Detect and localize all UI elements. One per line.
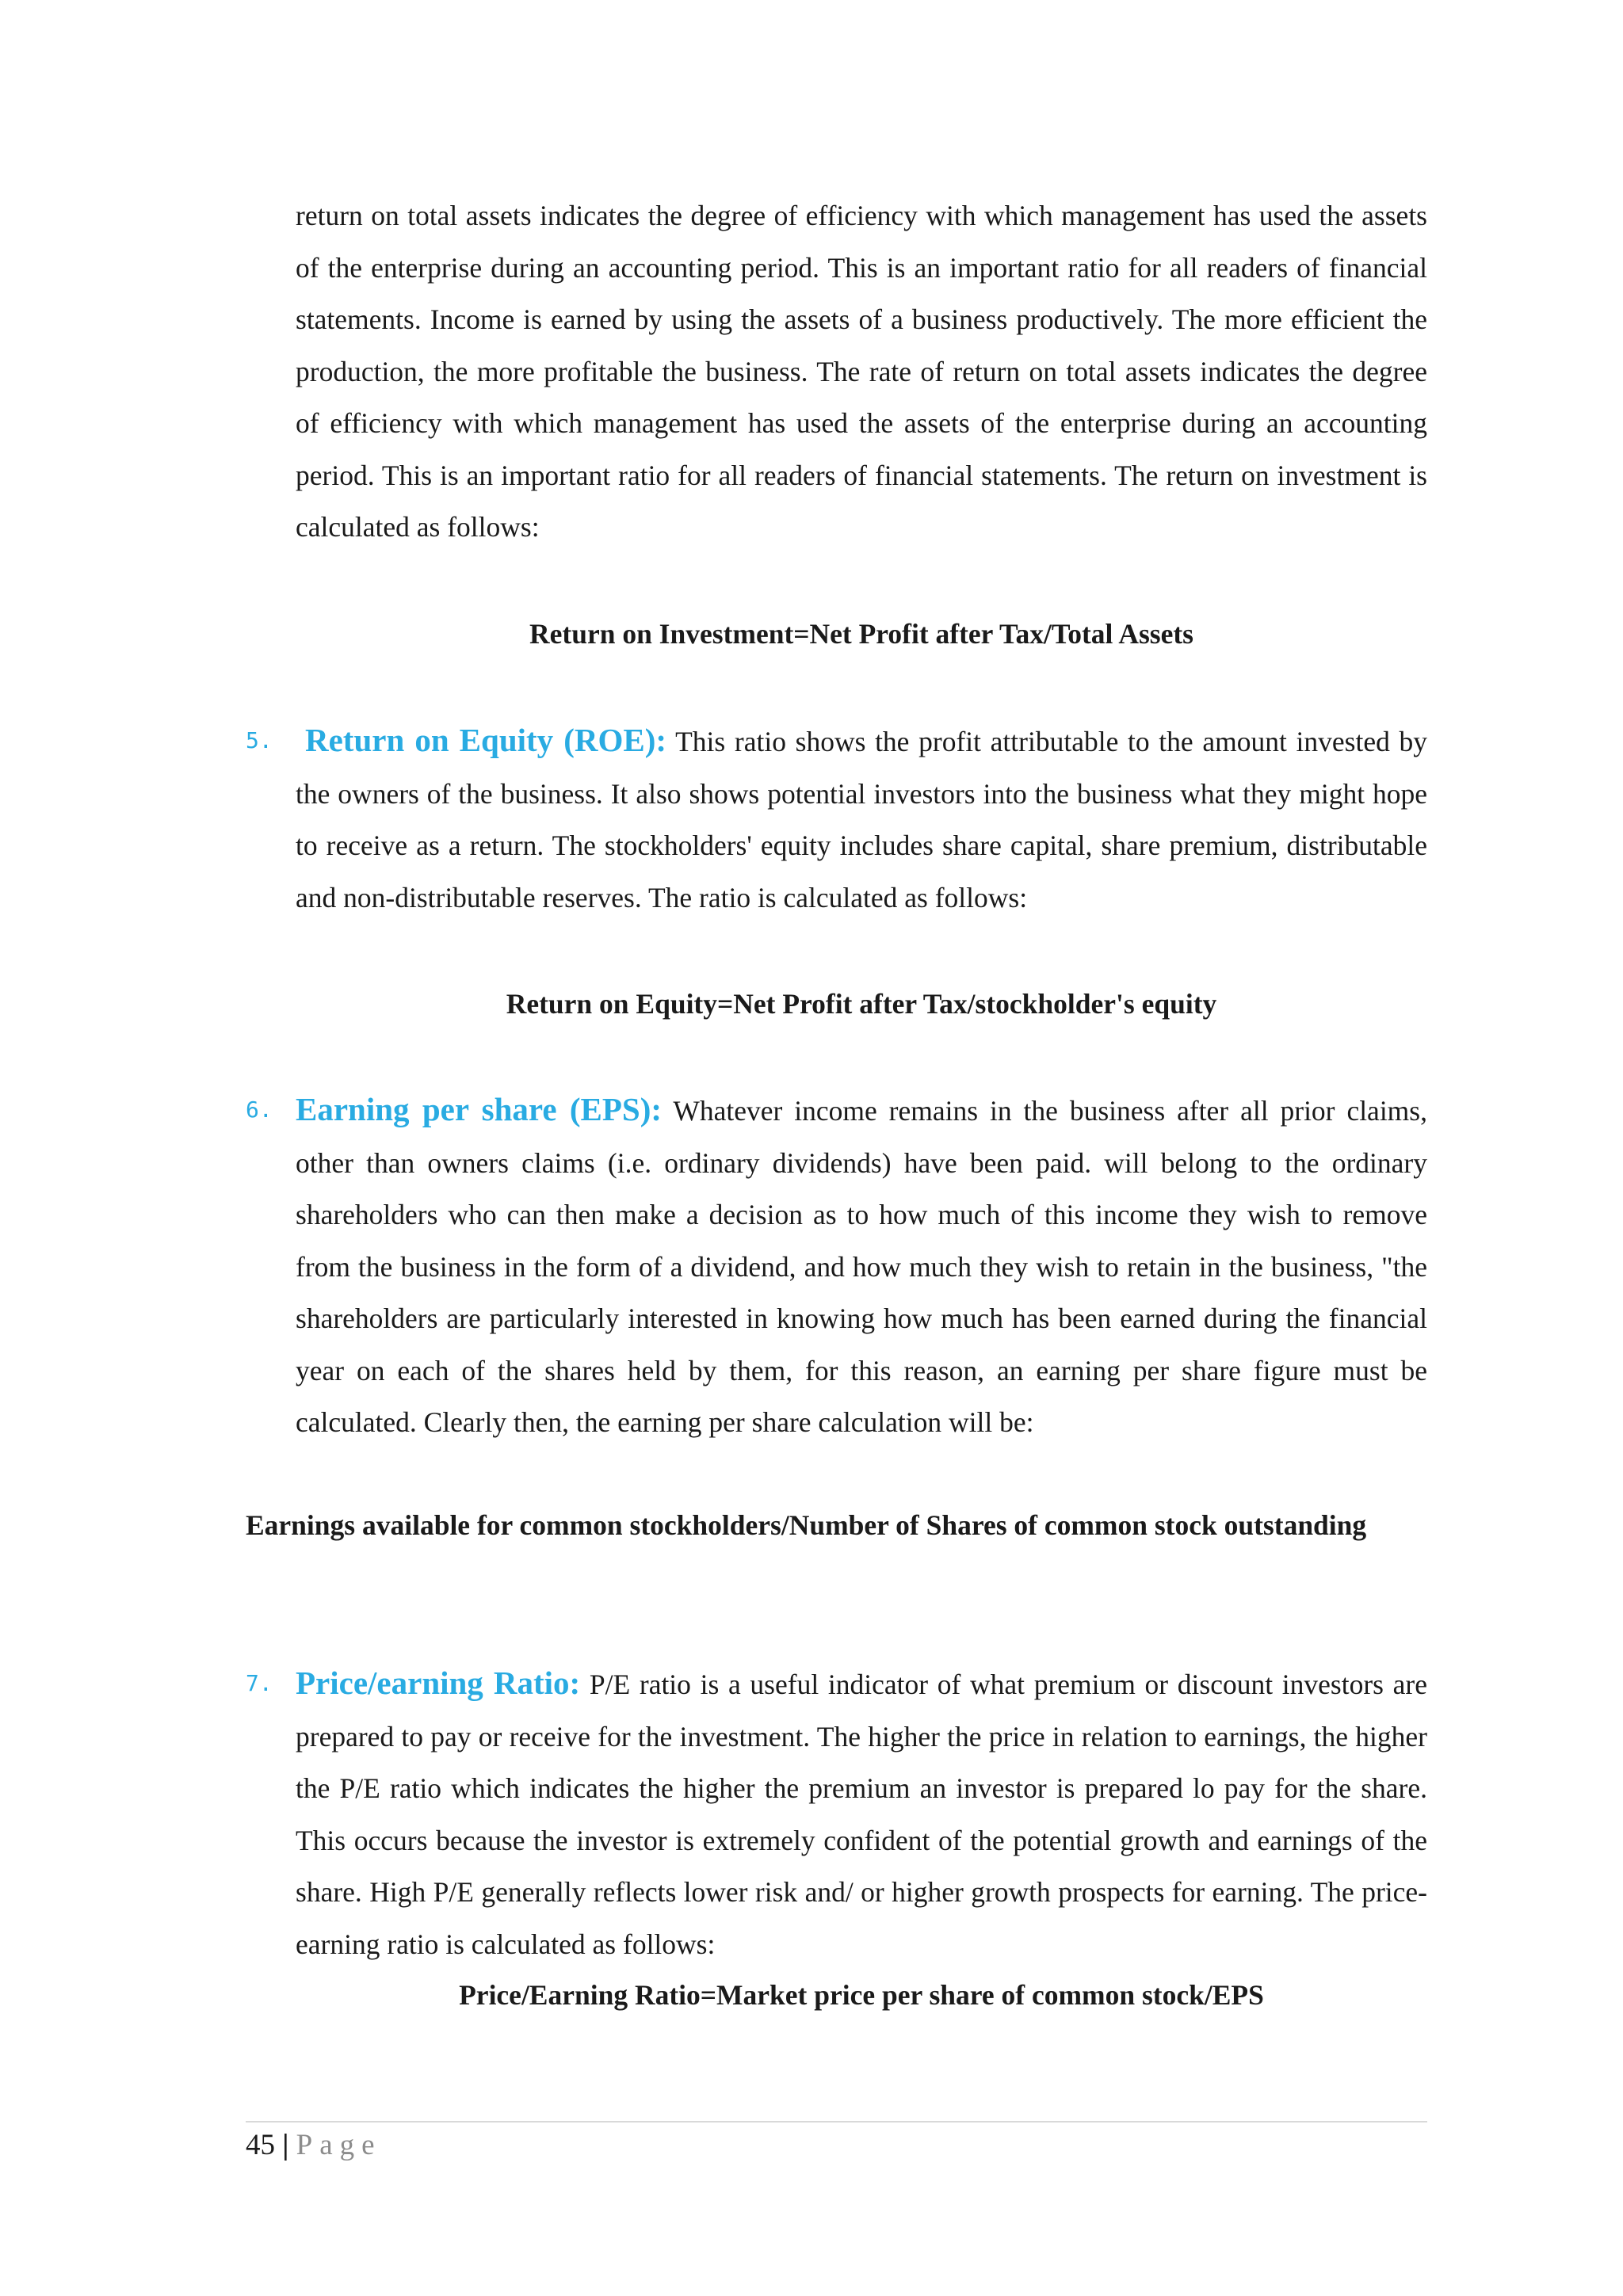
pe-text: P/E ratio is a useful indicator of what premium or discount investors are prepared to pay or receive for the investment. The higher the price in relation to earnings, the higher the P/E ratio which indicates the higher the premium an investor is prepared lo pay for the share. This occurs because the investor is extremely confident of the potential growth and earnings of the share. High P/E generally reflects lower risk and/ or higher growth prospects for earning. The price-earning ratio is calculated as follows:	[296, 1669, 1428, 1960]
page-label: Page	[296, 2129, 382, 2161]
page-footer	[246, 2126, 382, 2165]
roe-formula: Return on Equity=Net Profit after Tax/stockholder's equity	[506, 988, 1217, 1020]
pe-heading: Price/earning Ratio:	[296, 1665, 581, 1701]
eps-heading: Earning per share (EPS):	[296, 1091, 663, 1127]
roe-text: This ratio shows the profit attributable to the amount invested by the owners of the business. It also shows potential investors into the business what they might hope to receive as a return. The stockholders' equity includes share capital, share premium, distributable and non-distributable reserves. The ratio is calculated as follows:	[296, 726, 1428, 913]
footer-divider	[246, 2121, 1427, 2122]
page-number: 45	[246, 2129, 275, 2161]
eps-text: Whatever income remains in the business after all prior claims, other than owners claims (i.e. ordinary dividends) have been paid. will belong to the ordinary shareholders who can then make a decision as to how much of this income they wish to remove from the business in the form of a dividend, and how much they wish to retain in the business, "the shareholders are particularly interested in knowing how much has been earned during the financial year on each of the shares held by them, for this reason, an earning per share figure must be calculated. Clearly then, the earning per share calculation will be:	[296, 1095, 1427, 1438]
roi-formula: Return on Investment=Net Profit after Tax/Total Assets	[529, 618, 1193, 650]
roe-paragraph	[296, 715, 1427, 924]
item-number-7: 7.	[246, 1670, 273, 1696]
intro-paragraph: return on total assets indicates the degree of efficiency with which management has used the assets of the enterprise during an accounting period. This is an important ratio for all readers of financial statements. Income is earned by using the assets of a business productively. The more efficient the production, the more profitable the business. The rate of return on total assets indicates the degree of efficiency with which management has used the assets of the enterprise during an accounting period. This is an important ratio for all readers of financial statements. The return on investment is calculated as follows:	[296, 200, 1427, 543]
pe-formula: Price/Earning Ratio=Market price per share of common stock/EPS	[459, 1979, 1264, 2011]
roe-heading: Return on Equity (ROE):	[305, 722, 667, 758]
item-number-6: 6.	[246, 1097, 273, 1123]
page-separator: |	[282, 2129, 289, 2161]
item-number-5: 5.	[246, 727, 273, 753]
eps-paragraph	[296, 1084, 1427, 1449]
eps-formula: Earnings available for common stockholders/Number of Shares of common stock outstanding	[246, 1509, 1367, 1541]
pe-paragraph	[296, 1657, 1427, 1970]
